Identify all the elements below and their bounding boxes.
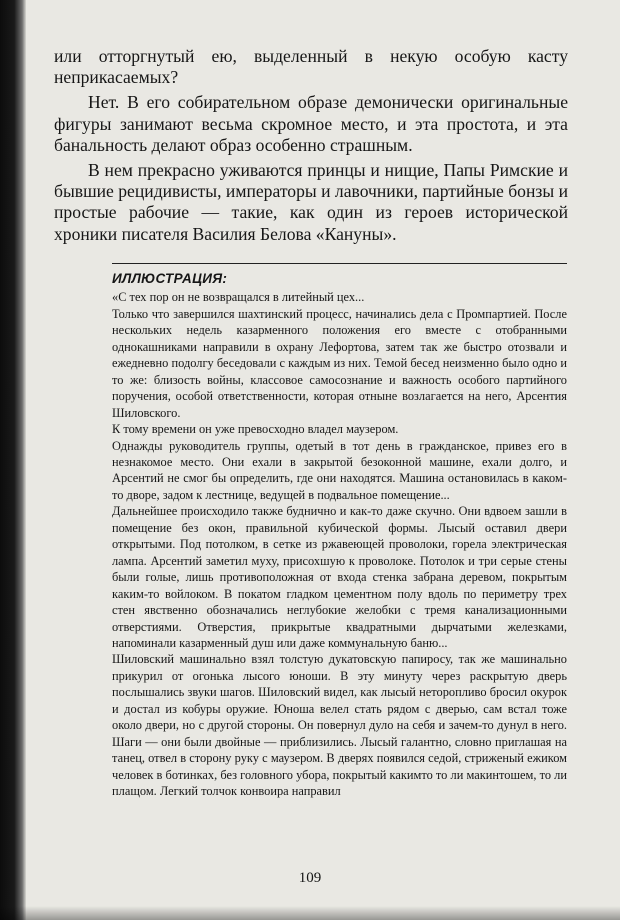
- page-number: 109: [298, 870, 322, 886]
- illustration-paragraph: «С тех пор он не возвращался в литейный цех...: [112, 290, 365, 305]
- illustration-paragraph: К тому времени он уже превосходно владел маузером.: [112, 422, 399, 437]
- illustration-paragraph: Однажды руководитель группы, одетый в тот день в гражданское, привез его в незнакомое место. Они ехали в закрытой безоконной машине, ехали долго, и Арсентий не смог бы определить, где они находятся. Машина остановилась в каком-то дворе, задом к лестнице, ведущей в подвальное помещение...: [112, 438, 567, 502]
- illustration-block: [112, 271, 567, 800]
- main-text-block: [54, 46, 568, 245]
- illustration-paragraph: Только что завершился шахтинский процесс, начинались дела с Промпартией. После нескольких недель казарменного положения его вместе с отобранными однокашниками направили в охрану Лефортова, затем так же быстро отозвали и ежедневно подолгу беседовали с каждым из них. Темой бесед неизменно было одно и то же: близость войны, классовое самосознание и важность особого партийного поручения, особой ответственности, которая отныне возлагается на него, Арсентия Шиловского.: [112, 306, 567, 420]
- illustration-paragraph: Дальнейшее происходило также буднично и как-то даже скучно. Они вдвоем зашли в помещение без окон, правильной кубической формы. Лысый оставил двери открытыми. Под потолком, в сетке из ржавеющей проволоки, горела электрическая лампа. Арсентий заметил муху, присохшую к проволоке. Потолок и три серые стены были голые, лишь противоположная от входа стенка забрана деревом, покрытым каким-то войлоком. В покатом гладком цементном полу вдоль по периметру трех стен явственно обозначались неглубокие желобки с тремя канализационными отверстиями. Отверстия, прикрытые квадратными дырчатыми железками, напоминали казарменный душ или даже коммунальную баню...: [112, 504, 567, 650]
- illustration-heading: ИЛЛЮСТРАЦИЯ:: [112, 271, 228, 286]
- illustration-paragraph: Шиловский машинально взял толстую дукатовскую папиросу, так же машинально прикурил от огонька лысого юноши. В эту минуту через раскрытую дверь послышались звуки шагов. Шиловский видел, как лысый неторопливо бросил окурок и достал из кобуры оружие. Юноша велел стать рядом с дверью, сам встал тоже около двери, но с другой стороны. Он повернул дуло на себя и зачем-то дунул в него. Шаги — они были двойные — приблизились. Лысый галантно, словно приглашая на танец, отвел в сторону руку с маузером. В дверях появился седой, стриженый ежиком человек в ботинках, без головного убора, покрытый какимто то ли макинтошем, то ли плащом. Легкий толчок конвоира направил: [112, 652, 567, 799]
- paragraph-1: или отторгнутый ею, выделенный в некую особую касту неприкасаемых?: [54, 46, 568, 88]
- paragraph-3: В нем прекрасно уживаются принцы и нищие, Папы Римские и бывшие рецидивисты, императоры и лавочники, партийные бонзы и простые рабочие — такие, как один из героев исторической хроники писателя Василия Белова «Кануны».: [54, 160, 568, 244]
- paragraph-2: Нет. В его собирательном образе демонически оригинальные фигуры занимают весьма скромное место, и эта простота, и эта банальность делают образ особенно страшным.: [54, 92, 568, 155]
- section-divider: [112, 263, 567, 264]
